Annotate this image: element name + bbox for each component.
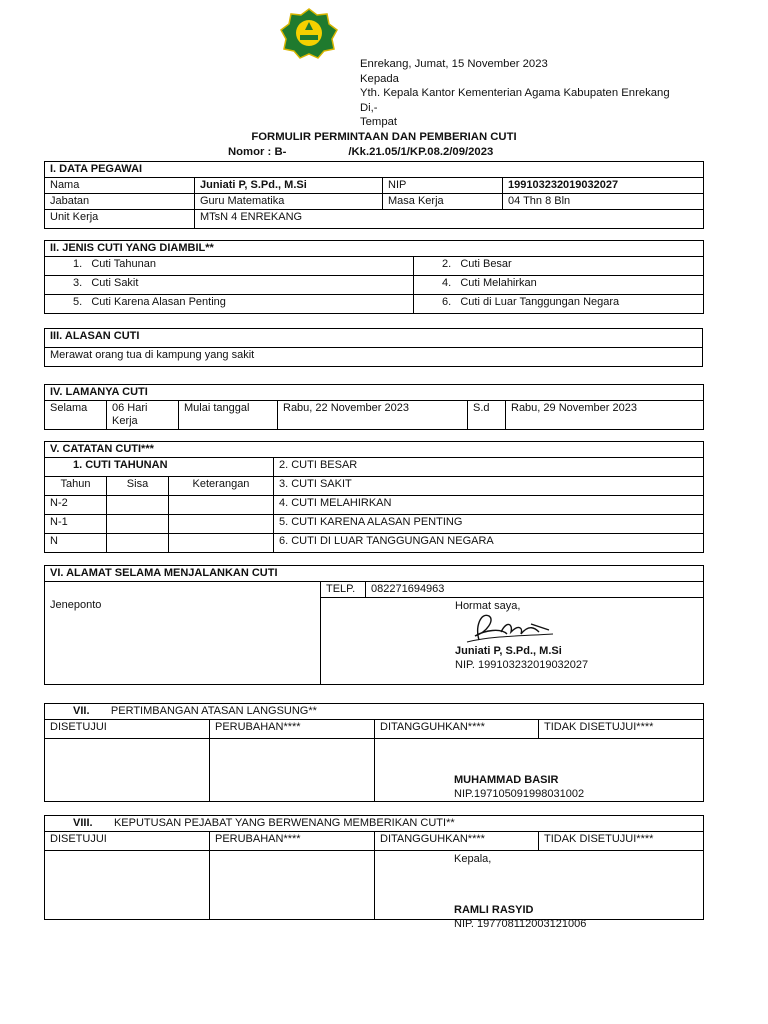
kepada-text: Kepada bbox=[360, 72, 399, 85]
mulai-label: Mulai tanggal bbox=[179, 401, 278, 430]
section-number: VIII. bbox=[73, 817, 93, 829]
nama-value: Juniati P, S.Pd., M.Si bbox=[195, 178, 383, 194]
nomor-line bbox=[228, 146, 493, 158]
col-disetujui: DISETUJUI bbox=[45, 832, 210, 851]
jenis-cuti-item bbox=[414, 276, 704, 295]
kepala-text: Kepala, bbox=[454, 853, 492, 865]
nip-label: NIP bbox=[383, 178, 503, 194]
pejabat-name: RAMLI RASYID bbox=[454, 904, 534, 916]
item-label: Cuti Besar bbox=[460, 258, 512, 270]
section-title: VI. ALAMAT SELAMA MENJALANKAN CUTI bbox=[45, 566, 704, 582]
col-tidak-disetujui: TIDAK DISETUJUI**** bbox=[539, 832, 704, 851]
jenis-cuti-item bbox=[414, 257, 704, 276]
item-number: 3. bbox=[73, 277, 83, 289]
section-jenis-cuti bbox=[44, 240, 704, 314]
section-title bbox=[45, 704, 704, 720]
masa-kerja-value: 04 Thn 8 Bln bbox=[503, 194, 704, 210]
row-keterangan bbox=[169, 534, 274, 553]
item-number: 4. bbox=[442, 277, 452, 289]
section-label: KEPUTUSAN PEJABAT YANG BERWENANG MEMBERIKAN CUTI** bbox=[113, 817, 455, 829]
nomor-label: Nomor : B- bbox=[228, 146, 287, 158]
di-text: Di,- bbox=[360, 101, 378, 114]
sampai-value: Rabu, 29 November 2023 bbox=[506, 401, 704, 430]
selama-value: 06 Hari Kerja bbox=[107, 401, 179, 430]
item-number: 1. bbox=[73, 258, 83, 270]
col-perubahan: PERUBAHAN**** bbox=[210, 720, 375, 739]
nama-label: Nama bbox=[45, 178, 195, 194]
mulai-value: Rabu, 22 November 2023 bbox=[278, 401, 468, 430]
pejabat-nip: NIP. 197708112003121006 bbox=[454, 918, 587, 930]
section-label: PERTIMBANGAN ATASAN LANGSUNG** bbox=[110, 705, 317, 717]
section-title: III. ALASAN CUTI bbox=[45, 329, 703, 348]
section-alamat-cuti bbox=[44, 565, 704, 685]
row-sisa bbox=[107, 515, 169, 534]
item-number: 2. bbox=[442, 258, 452, 270]
item-label: Cuti Melahirkan bbox=[460, 277, 537, 289]
row-year: N-2 bbox=[45, 496, 107, 515]
section-title bbox=[45, 816, 704, 832]
col-perubahan: PERUBAHAN**** bbox=[210, 832, 375, 851]
col-tidak-disetujui: TIDAK DISETUJUI**** bbox=[539, 720, 704, 739]
ministry-logo bbox=[278, 8, 340, 58]
alasan-value: Merawat orang tua di kampung yang sakit bbox=[45, 348, 703, 367]
place-date: Enrekang, Jumat, 15 November 2023 bbox=[360, 58, 548, 70]
section-title: I. DATA PEGAWAI bbox=[45, 162, 704, 178]
item-label: Cuti Karena Alasan Penting bbox=[91, 296, 226, 308]
hormat-text: Hormat saya, bbox=[455, 600, 521, 612]
applicant-name: Juniati P, S.Pd., M.Si bbox=[455, 645, 562, 657]
sd-label: S.d bbox=[468, 401, 506, 430]
catatan-right-item: 2. CUTI BESAR bbox=[274, 458, 704, 477]
col-keterangan: Keterangan bbox=[169, 477, 274, 496]
recipient-text: Yth. Kepala Kantor Kementerian Agama Kabupaten Enrekang bbox=[360, 87, 670, 99]
masa-kerja-label: Masa Kerja bbox=[383, 194, 503, 210]
section-data-pegawai bbox=[44, 161, 704, 229]
selama-label: Selama bbox=[45, 401, 107, 430]
row-sisa bbox=[107, 534, 169, 553]
col-ditangguhkan: DITANGGUHKAN**** bbox=[375, 720, 539, 739]
atasan-name: MUHAMMAD BASIR bbox=[454, 774, 559, 786]
telp-value: 082271694963 bbox=[366, 582, 704, 598]
row-keterangan bbox=[169, 496, 274, 515]
address-block bbox=[360, 57, 760, 130]
jenis-cuti-item bbox=[45, 257, 414, 276]
unit-kerja-label: Unit Kerja bbox=[45, 210, 195, 229]
jabatan-value: Guru Matematika bbox=[195, 194, 383, 210]
item-label: Cuti Sakit bbox=[91, 277, 139, 289]
jenis-cuti-item bbox=[414, 295, 704, 314]
item-number: 5. bbox=[73, 296, 83, 308]
item-number: 6. bbox=[442, 296, 452, 308]
catatan-right-item: 3. CUTI SAKIT bbox=[274, 477, 704, 496]
pejabat-signature-block bbox=[375, 851, 704, 930]
col-ditangguhkan: DITANGGUHKAN**** bbox=[375, 832, 539, 851]
form-title: FORMULIR PERMINTAAN DAN PEMBERIAN CUTI bbox=[251, 131, 517, 143]
catatan-right-item: 4. CUTI MELAHIRKAN bbox=[274, 496, 704, 515]
col-sisa: Sisa bbox=[107, 477, 169, 496]
applicant-nip: NIP. 199103232019032027 bbox=[455, 659, 589, 671]
section-catatan-cuti bbox=[44, 441, 704, 553]
tempat-text: Tempat bbox=[360, 116, 398, 128]
atasan-nip: NIP.197105091998031002 bbox=[454, 788, 585, 800]
section-number: VII. bbox=[73, 705, 90, 717]
unit-kerja-value: MTsN 4 ENREKANG bbox=[195, 210, 704, 229]
row-year: N-1 bbox=[45, 515, 107, 534]
jenis-cuti-item bbox=[45, 295, 414, 314]
section-keputusan-pejabat bbox=[44, 815, 704, 930]
item-label: Cuti Tahunan bbox=[91, 258, 156, 270]
nomor-suffix: /Kk.21.05/1/KP.08.2/09/2023 bbox=[348, 146, 494, 158]
col-disetujui: DISETUJUI bbox=[45, 720, 210, 739]
row-keterangan bbox=[169, 515, 274, 534]
nip-value: 199103232019032027 bbox=[503, 178, 704, 194]
applicant-signature-block bbox=[321, 598, 704, 685]
catatan-right-item: 5. CUTI KARENA ALASAN PENTING bbox=[274, 515, 704, 534]
alamat-value: Jeneponto bbox=[45, 598, 321, 685]
catatan-right-item: 6. CUTI DI LUAR TANGGUNGAN NEGARA bbox=[274, 534, 704, 553]
jabatan-label: Jabatan bbox=[45, 194, 195, 210]
jenis-cuti-item bbox=[45, 276, 414, 295]
cuti-tahunan-title: 1. CUTI TAHUNAN bbox=[45, 458, 274, 477]
item-label: Cuti di Luar Tanggungan Negara bbox=[460, 296, 620, 308]
section-title: V. CATATAN CUTI*** bbox=[45, 442, 704, 458]
section-title: II. JENIS CUTI YANG DIAMBIL** bbox=[45, 241, 704, 257]
signature-icon bbox=[461, 606, 561, 648]
telp-label: TELP. bbox=[321, 582, 366, 598]
row-year: N bbox=[45, 534, 107, 553]
row-sisa bbox=[107, 496, 169, 515]
section-title: IV. LAMANYA CUTI bbox=[45, 385, 704, 401]
col-tahun: Tahun bbox=[45, 477, 107, 496]
section-pertimbangan-atasan bbox=[44, 703, 704, 802]
section-alasan-cuti bbox=[44, 328, 703, 367]
atasan-signature-block bbox=[375, 739, 704, 802]
section-lamanya-cuti bbox=[44, 384, 704, 430]
